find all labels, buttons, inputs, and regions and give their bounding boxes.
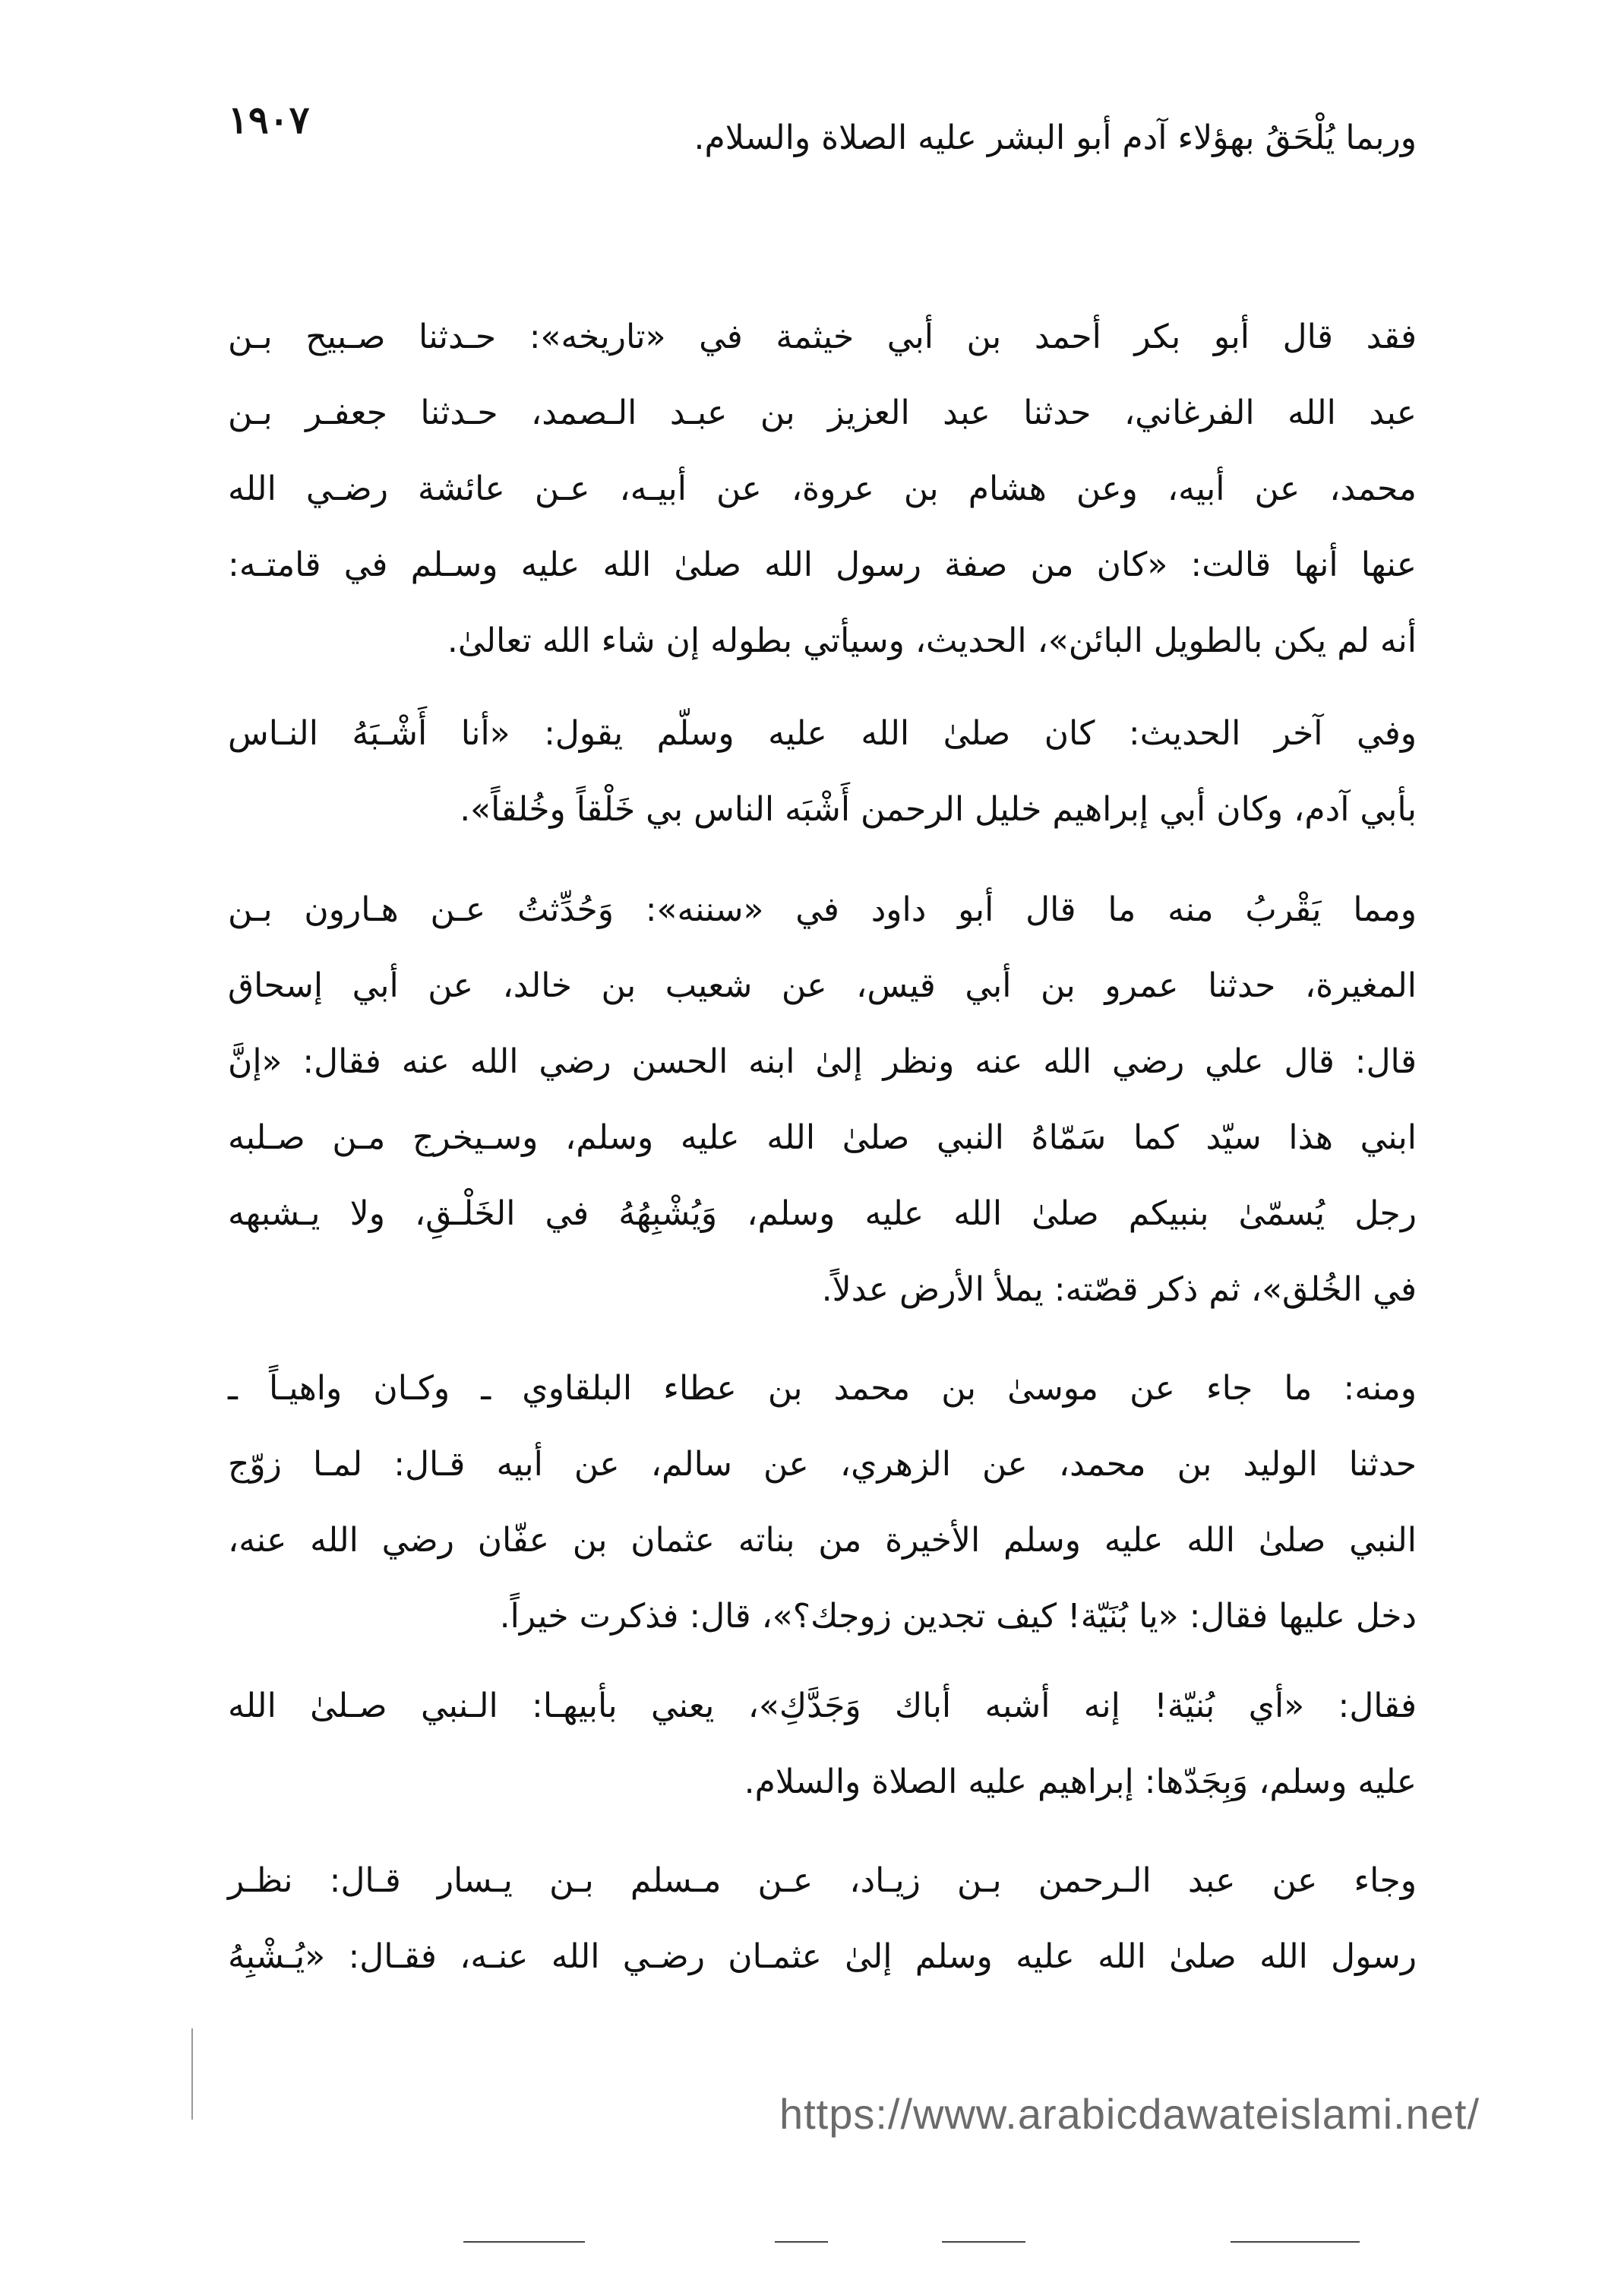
bottom-rule [775, 2241, 828, 2243]
text-line: رسول الله صلىٰ الله عليه وسلم إلىٰ عثمـان رضـي الله عنـه، فقـال: «يُـشْبِهُ [228, 1937, 1417, 1976]
bottom-rule [942, 2241, 1025, 2243]
text-line: حدثنا الوليد بن محمد، عن الزهري، عن سالم، عن أبيه قـال: لمـا زوّج [228, 1445, 1417, 1484]
text-line: بأبي آدم، وكان أبي إبراهيم خليل الرحمن أَشْبَه الناس بي خَلْقاً وخُلقاً». [460, 790, 1417, 829]
text-line: عنها أنها قالت: «كان من صفة رسول الله صلىٰ الله عليه وسـلم في قامتـه: [228, 545, 1417, 584]
paragraph-5 [228, 1351, 1417, 1655]
text-line: المغيرة، حدثنا عمرو بن أبي قيس، عن شعيب بن خالد، عن أبي إسحاق [228, 966, 1417, 1005]
text-line: فقال: «أي بُنيّة! إنه أشبه أباك وَجَدَّكِ»، يعني بأبيهـا: الـنبي صـلىٰ الله [228, 1687, 1417, 1725]
text-line: عبد الله الفرغاني، حدثنا عبد العزيز بن عبـد الـصمد، حـدثنا جعفـر بـن [228, 394, 1417, 432]
paragraph-6 [228, 1668, 1417, 1820]
paragraph-4 [228, 872, 1417, 1328]
bottom-rule [463, 2241, 585, 2243]
text-line: في الخُلق»، ثم ذكر قصّته: يملأ الأرض عدلاً. [821, 1270, 1417, 1309]
text-line: محمد، عن أبيه، وعن هشام بن عروة، عن أبيـه، عـن عائشة رضـي الله [228, 469, 1417, 508]
text-line: وفي آخر الحديث: كان صلىٰ الله عليه وسلّم يقول: «أنا أَشْـبَهُ النـاس [228, 714, 1417, 753]
footer-url-link[interactable]: https://www.arabicdawateislami.net/ [779, 2090, 1480, 2138]
bottom-rule [1231, 2241, 1360, 2243]
paragraph-7 [228, 1843, 1417, 1995]
text-line: ومما يَقْربُ منه ما قال أبو داود في «سننه»: وَحُدِّثتُ عـن هـارون بـن [228, 890, 1417, 929]
text-line: أنه لم يكن بالطويل البائن»، الحديث، وسيأتي بطوله إن شاء الله تعالىٰ. [447, 621, 1417, 660]
scan-margin-mark [191, 2028, 193, 2120]
text-line: النبي صلىٰ الله عليه وسلم الأخيرة من بناته عثمان بن عفّان رضي الله عنه، [228, 1521, 1417, 1560]
paragraph-1 [228, 100, 1417, 176]
text-line: دخل عليها فقال: «يا بُنَيّة! كيف تجدين زوجك؟»، قال: فذكرت خيراً. [499, 1597, 1417, 1636]
text-line: وربما يُلْحَقُ بهؤلاء آدم أبو البشر عليه الصلاة والسلام. [694, 119, 1417, 157]
text-line: قال: قال علي رضي الله عنه ونظر إلىٰ ابنه الحسن رضي الله عنه فقال: «إنَّ [228, 1042, 1417, 1081]
text-line: ابني هذا سيّد كما سَمّاهُ النبي صلىٰ الله عليه وسلم، وسـيخرج مـن صـلبه [228, 1118, 1417, 1157]
text-line: فقد قال أبو بكر أحمد بن أبي خيثمة في «تاريخه»: حـدثنا صـبيح بـن [228, 318, 1417, 356]
paragraph-2 [228, 299, 1417, 679]
text-line: عليه وسلم، وَبِجَدّها: إبراهيم عليه الصلاة والسلام. [744, 1763, 1417, 1801]
page-number: ١٩٠٧ [228, 97, 310, 142]
text-line: وجاء عن عبد الـرحمن بـن زيـاد، عـن مـسلم بـن يـسار قـال: نظـر [228, 1861, 1417, 1900]
text-line: ومنه: ما جاء عن موسىٰ بن محمد بن عطاء البلقاوي ـ وكـان واهيـاً ـ [228, 1369, 1417, 1408]
paragraph-3 [228, 696, 1417, 848]
text-line: رجل يُسمّىٰ بنبيكم صلىٰ الله عليه وسلم، وَيُشْبِهُهُ في الخَلْـقِ، ولا يـشبهه [228, 1194, 1417, 1233]
